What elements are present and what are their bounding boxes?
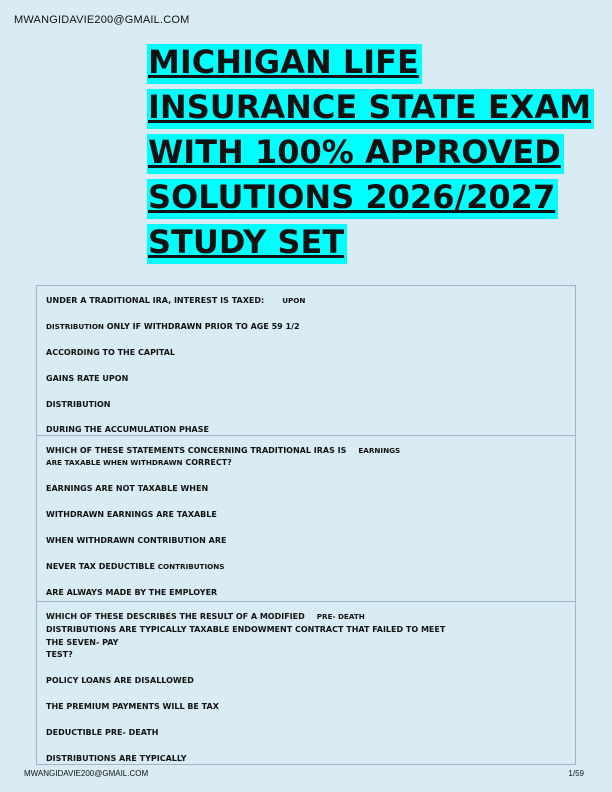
card-line: DEDUCTIBLE PRE- DEATH [46, 728, 159, 737]
card-line: DISTRIBUTION ONLY IF WITHDRAWN PRIOR TO AGE 59 1/2 [46, 322, 300, 331]
card-line: NEVER TAX DEDUCTIBLE CONTRIBUTIONS [46, 562, 225, 571]
card-line: ARE ALWAYS MADE BY THE EMPLOYER [46, 588, 218, 597]
card-line: WHICH OF THESE DESCRIBES THE RESULT OF A MODIFIED PRE- DEATH [46, 612, 365, 621]
flashcard-2 [36, 435, 576, 603]
card-line: TEST? [46, 650, 73, 659]
card-line: ACCORDING TO THE CAPITAL [46, 348, 176, 357]
flashcard-3 [36, 601, 576, 765]
card-line: POLICY LOANS ARE DISALLOWED [46, 676, 194, 685]
title-line: INSURANCE STATE EXAM [147, 89, 594, 129]
card-line: GAINS RATE UPON [46, 374, 129, 383]
header-email: MWANGIDAVIE200@GMAIL.COM [14, 14, 190, 26]
card-line: THE PREMIUM PAYMENTS WILL BE TAX [46, 702, 219, 711]
flashcard-1 [36, 285, 576, 437]
card-line: UNDER A TRADITIONAL IRA, INTEREST IS TAXED: UPON [46, 296, 306, 305]
footer-email: MWANGIDAVIE200@GMAIL.COM [24, 769, 149, 778]
page-number: 1/59 [568, 769, 584, 778]
card-line: DISTRIBUTIONS ARE TYPICALLY TAXABLE ENDOWMENT CONTRACT THAT FAILED TO MEET [46, 625, 446, 634]
card-line: DISTRIBUTION [46, 400, 111, 409]
title-line: STUDY SET [147, 224, 347, 264]
card-line: WITHDRAWN EARNINGS ARE TAXABLE [46, 510, 217, 519]
card-line: THE SEVEN- PAY [46, 638, 119, 647]
document-title [147, 43, 592, 269]
card-line: ARE TAXABLE WHEN WITHDRAWN CORRECT? [46, 458, 232, 467]
card-line: WHICH OF THESE STATEMENTS CONCERNING TRADITIONAL IRAS IS EARNINGS [46, 446, 401, 455]
card-line: DISTRIBUTIONS ARE TYPICALLY [46, 754, 187, 763]
card-line: EARNINGS ARE NOT TAXABLE WHEN [46, 484, 209, 493]
title-line: MICHIGAN LIFE [147, 44, 422, 84]
title-line: WITH 100% APPROVED [147, 134, 564, 174]
card-line: WHEN WITHDRAWN CONTRIBUTION ARE [46, 536, 227, 545]
card-line: DURING THE ACCUMULATION PHASE [46, 425, 209, 434]
title-line: SOLUTIONS 2026/2027 [147, 179, 558, 219]
